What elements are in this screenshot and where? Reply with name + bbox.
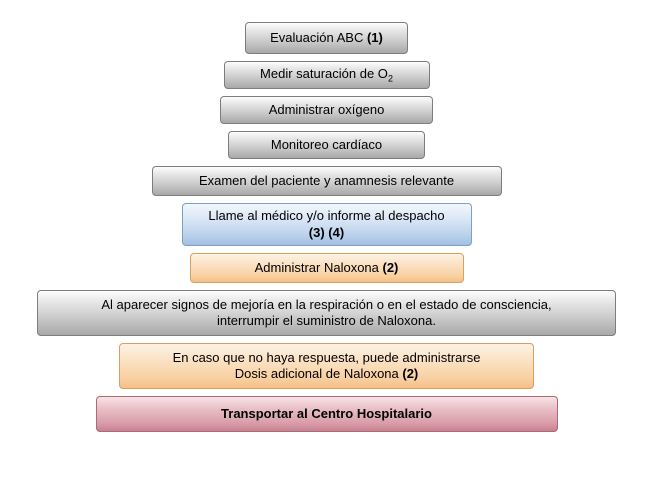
step-examen-paciente-anamnesis (152, 166, 502, 196)
step-administrar-naloxona (190, 253, 464, 283)
step-label: Monitoreo cardíaco (270, 136, 383, 152)
step-label: Examen del paciente y anamnesis relevante (198, 172, 455, 188)
step-line-1: En caso que no haya respuesta, puede administrarse (172, 349, 481, 365)
step-reference: (2) (402, 366, 419, 381)
step-label: Transportar al Centro Hospitalario (221, 405, 432, 421)
step-line-1: Llame al médico y/o informe al despacho (208, 208, 445, 224)
step-line-2-references: (3) (4) (308, 224, 345, 240)
step-transportar-centro-hospitalario (96, 396, 558, 432)
step-evaluacion-abc (245, 22, 408, 54)
step-monitoreo-cardiaco (228, 131, 425, 159)
step-label: Medir saturación de $O_2$ (260, 65, 393, 84)
step-line-1: Al aparecer signos de mejoría en la respiración o en el estado de consciencia, (101, 296, 552, 312)
step-reference: (1) (366, 29, 383, 45)
step-label (208, 208, 444, 241)
step-reference: (2) (382, 259, 399, 275)
step-line-2: interrumpir el suministro de Naloxona. (217, 313, 436, 328)
step-line-2: Dosis adicional de Naloxona (2) (234, 366, 419, 381)
step-llamar-medico-informe-despacho (182, 203, 472, 246)
step-label (101, 297, 551, 330)
step-administrar-oxigeno (220, 96, 433, 124)
step-signos-mejoria-interrumpir-naloxona (37, 290, 616, 336)
step-medir-saturacion-o2 (224, 61, 430, 89)
step-label (173, 350, 481, 383)
step-label: Evaluación ABC (1) (270, 29, 383, 45)
step-label: Administrar Naloxona (2) (254, 259, 399, 275)
subscript-two: 2 (387, 73, 393, 84)
step-label: Administrar oxígeno (268, 101, 385, 117)
step-dosis-adicional-naloxona (119, 343, 534, 389)
